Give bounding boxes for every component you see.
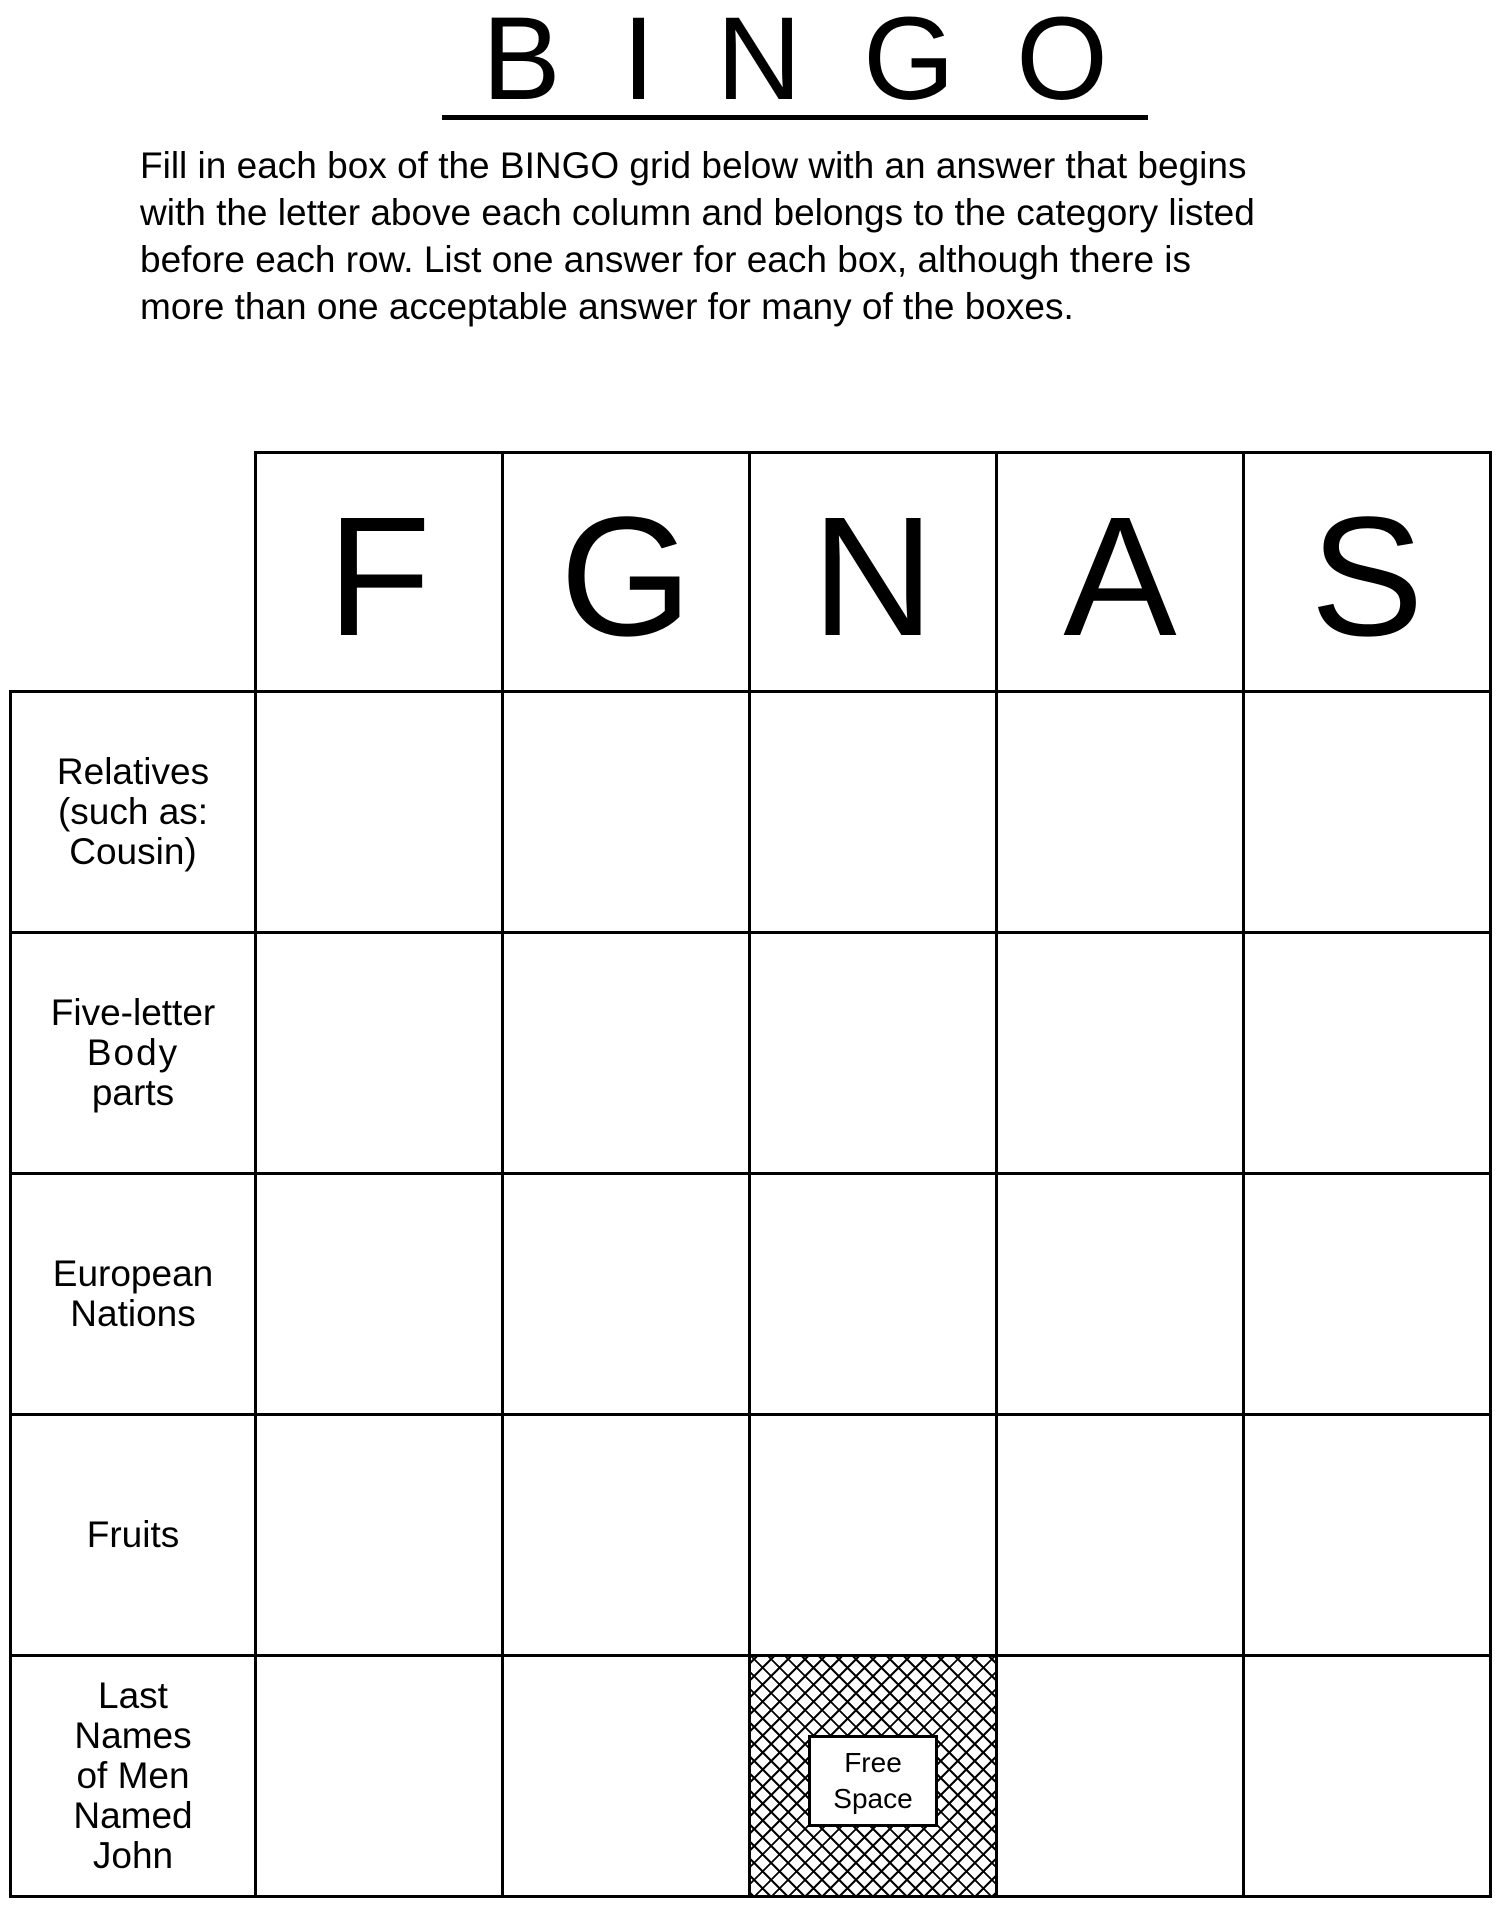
free-space-cell bbox=[751, 1657, 998, 1898]
title-letter-b: B bbox=[482, 0, 561, 125]
category-line: Named bbox=[73, 1795, 193, 1836]
answer-box[interactable] bbox=[257, 693, 504, 934]
answer-box[interactable] bbox=[504, 1657, 751, 1898]
answer-box[interactable] bbox=[998, 1175, 1245, 1416]
category-line: Cousin) bbox=[69, 831, 197, 872]
title-letter-n: N bbox=[716, 0, 802, 125]
category-line: Body bbox=[86, 1032, 180, 1073]
answer-box[interactable] bbox=[257, 1657, 504, 1898]
answer-box[interactable] bbox=[1245, 693, 1492, 934]
free-space-label bbox=[808, 1735, 938, 1827]
instruction-line: with the letter above each column and belongs to the category listed bbox=[140, 192, 1255, 233]
title-letter-i: I bbox=[622, 0, 655, 125]
category-line: Fruits bbox=[86, 1514, 180, 1555]
free-space-line: Free bbox=[844, 1747, 902, 1778]
category-line: Five-letter bbox=[50, 992, 216, 1033]
answer-box[interactable] bbox=[504, 1175, 751, 1416]
column-header-s: S bbox=[1245, 451, 1492, 693]
category-line: Nations bbox=[70, 1293, 196, 1334]
category-line: John bbox=[92, 1835, 174, 1876]
answer-box[interactable] bbox=[998, 1416, 1245, 1657]
answer-box[interactable] bbox=[998, 934, 1245, 1175]
column-header-f: F bbox=[257, 451, 504, 693]
answer-box[interactable] bbox=[751, 934, 998, 1175]
row-category-european-nations bbox=[9, 1175, 257, 1416]
row-category-last-names-john bbox=[9, 1657, 257, 1898]
answer-box[interactable] bbox=[751, 1175, 998, 1416]
answer-box[interactable] bbox=[751, 1416, 998, 1657]
free-space-line: Space bbox=[833, 1783, 913, 1814]
instruction-line: before each row. List one answer for each box, although there is bbox=[140, 239, 1192, 280]
answer-box[interactable] bbox=[1245, 1175, 1492, 1416]
grid-corner bbox=[9, 451, 257, 693]
answer-box[interactable] bbox=[504, 1416, 751, 1657]
instruction-line: Fill in each box of the BINGO grid below with an answer that begins bbox=[140, 145, 1247, 186]
answer-box[interactable] bbox=[1245, 1416, 1492, 1657]
category-line: Last bbox=[98, 1675, 168, 1716]
column-header-a: A bbox=[998, 451, 1245, 693]
title-letter-g: G bbox=[862, 0, 955, 125]
category-line: of Men bbox=[76, 1755, 190, 1796]
instructions bbox=[140, 142, 1380, 330]
column-header-g: G bbox=[504, 451, 751, 693]
instruction-line: more than one acceptable answer for many of the boxes. bbox=[140, 286, 1074, 327]
row-category-body-parts bbox=[9, 934, 257, 1175]
answer-box[interactable] bbox=[998, 693, 1245, 934]
answer-box[interactable] bbox=[504, 934, 751, 1175]
title-letter-o: O bbox=[1016, 0, 1108, 125]
bingo-title bbox=[442, 0, 1148, 125]
row-category-fruits bbox=[9, 1416, 257, 1657]
category-line: European bbox=[52, 1253, 214, 1294]
answer-box[interactable] bbox=[998, 1657, 1245, 1898]
answer-box[interactable] bbox=[1245, 934, 1492, 1175]
category-line: parts bbox=[91, 1072, 175, 1113]
category-line: (such as: bbox=[57, 791, 209, 832]
bingo-grid bbox=[9, 451, 1492, 1898]
answer-box[interactable] bbox=[257, 934, 504, 1175]
category-line: Relatives bbox=[56, 751, 210, 792]
category-line: Names bbox=[74, 1715, 192, 1756]
column-header-n: N bbox=[751, 451, 998, 693]
answer-box[interactable] bbox=[751, 693, 998, 934]
row-category-relatives bbox=[9, 693, 257, 934]
answer-box[interactable] bbox=[504, 693, 751, 934]
answer-box[interactable] bbox=[257, 1175, 504, 1416]
answer-box[interactable] bbox=[257, 1416, 504, 1657]
answer-box[interactable] bbox=[1245, 1657, 1492, 1898]
